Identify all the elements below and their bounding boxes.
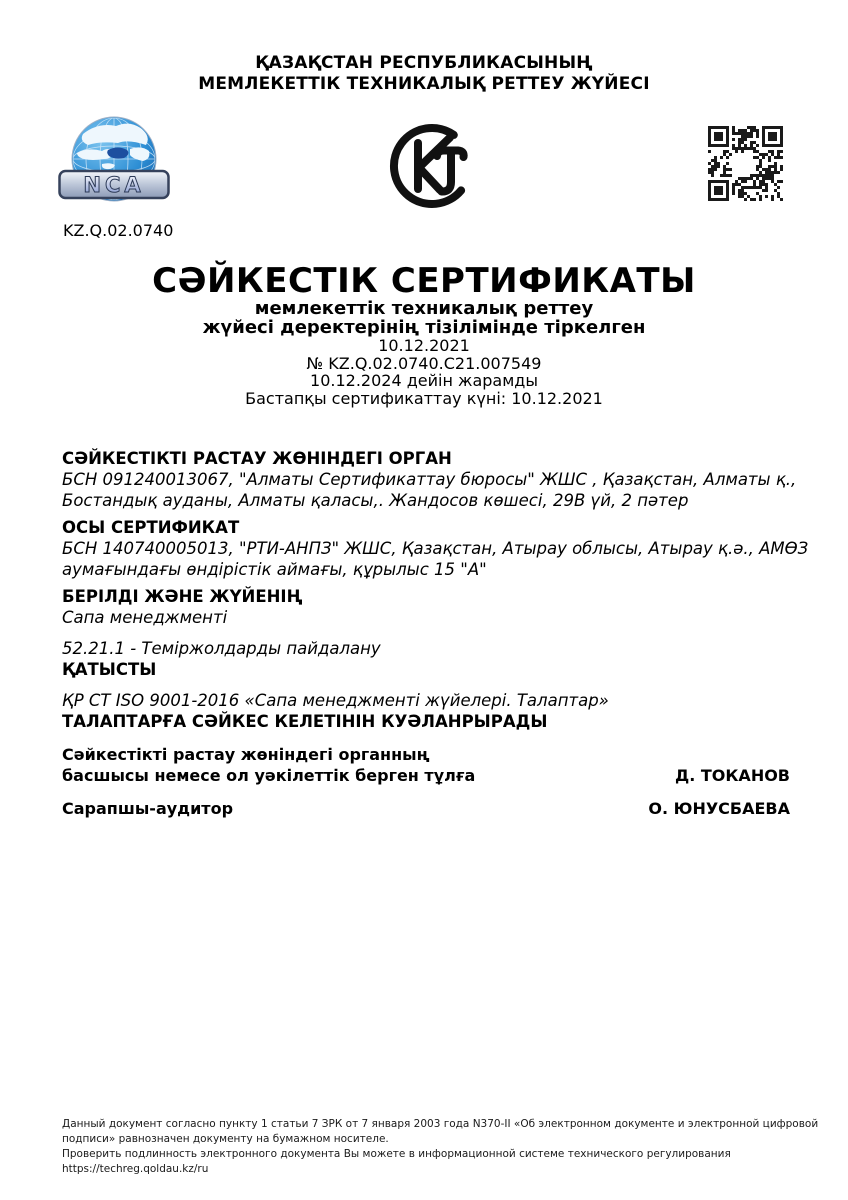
valid-until: 10.12.2024 дейін жарамды	[310, 371, 538, 390]
section-heading: ОСЫ СЕРТИФИКАТ	[62, 518, 240, 537]
kt-conformity-mark-icon	[382, 114, 486, 218]
signature-row-head-of-body	[62, 744, 790, 786]
qr-code-icon	[708, 126, 783, 201]
signature-name: О. ЮНУСБАЕВА	[648, 799, 790, 818]
section-body-line: Бостандық ауданы, Алматы қаласы,. Жандосов көшесі, 29В үй, 2 пәтер	[62, 491, 689, 510]
signature-role-line2: басшысы немесе ол уәкілеттік берген тұлға	[62, 766, 476, 785]
subtitle-line1: мемлекеттік техникалық реттеу	[254, 298, 594, 319]
verification-link[interactable]: https://techreg.qoldau.kz/ru	[62, 1163, 209, 1175]
section-standard	[62, 690, 790, 732]
section-body-line: БСН 091240013067, "Алматы Сертификаттау бюросы" ЖШС , Қазақстан, Алматы қ.,	[62, 470, 797, 489]
nca-banner	[60, 171, 169, 198]
footer-line: Данный документ согласно пункту 1 статьи 7 ЗРК от 7 января 2003 года N370-II «Об электронном документе и электронной цифровой	[62, 1118, 819, 1130]
initial-certification-date: Бастапқы сертификаттау күні: 10.12.2021	[245, 388, 603, 408]
state-system-heading-line1: ҚАЗАҚСТАН РЕСПУБЛИКАСЫНЫҢ	[255, 53, 593, 73]
signature-role-line1: Сәйкестікті растау жөніндегі органның	[62, 745, 430, 764]
registry-number: KZ.Q.02.0740	[63, 221, 174, 240]
scope-heading: ҚАТЫСТЫ	[62, 660, 157, 679]
nca-globe-logo-icon	[58, 114, 170, 210]
nca-logo-text: NCA	[83, 173, 145, 197]
section-certification-body	[62, 448, 797, 511]
footer-line: Проверить подлинность электронного документа Вы можете в информационной системе технического регулирования	[62, 1148, 731, 1160]
standard-reference-line: ҚР СТ ISO 9001-2016 «Сапа менеджменті жүйелері. Талаптар»	[62, 691, 609, 710]
certificate-title: СӘЙКЕСТІК СЕРТИФИКАТЫ	[152, 261, 696, 301]
legal-footer	[62, 1117, 819, 1177]
state-system-heading-line2: МЕМЛЕКЕТТІК ТЕХНИКАЛЫҚ РЕТТЕУ ЖҮЙЕСІ	[198, 74, 650, 94]
section-body-line: БСН 140740005013, "РТИ-АНПЗ" ЖШС, Қазақстан, Атырау облысы, Атырау қ.ә., АМӨЗ	[62, 539, 809, 558]
section-heading: СӘЙКЕСТІКТІ РАСТАУ ЖӨНІНДЕГІ ОРГАН	[62, 449, 452, 468]
certificate-number: № KZ.Q.02.0740.C21.007549	[306, 353, 542, 373]
scope-code-line: 52.21.1 - Теміржолдарды пайдалану	[62, 639, 381, 658]
signatures-block	[62, 744, 790, 819]
section-scope	[62, 638, 790, 680]
signature-role: Сарапшы-аудитор	[62, 799, 234, 818]
signature-role	[62, 744, 475, 786]
section-body-line: аумағындағы өндірістік аймағы, құрылыс 15 "А"	[62, 560, 487, 579]
section-certificate-holder	[62, 517, 809, 580]
section-body-line: Сапа менеджменті	[62, 608, 228, 627]
subtitle-line2: жүйесі деректерінің тізілімінде тіркелген	[202, 317, 646, 338]
certificate-body	[62, 448, 809, 831]
footer-line: подписи» равнозначен документу на бумажном носителе.	[62, 1133, 389, 1145]
state-system-heading	[0, 53, 848, 95]
signature-name: Д. ТОКАНОВ	[674, 766, 790, 785]
registered-date: 10.12.2021	[378, 336, 470, 355]
section-heading: БЕРІЛДІ ЖӘНЕ ЖҮЙЕНІҢ	[62, 587, 303, 606]
standard-heading: ТАЛАПТАРҒА СӘЙКЕС КЕЛЕТІНІН КУӘЛАНРЫРАДЫ	[62, 712, 548, 731]
signature-row-expert-auditor	[62, 798, 790, 819]
title-block	[0, 263, 848, 407]
section-issued-system	[62, 586, 790, 628]
